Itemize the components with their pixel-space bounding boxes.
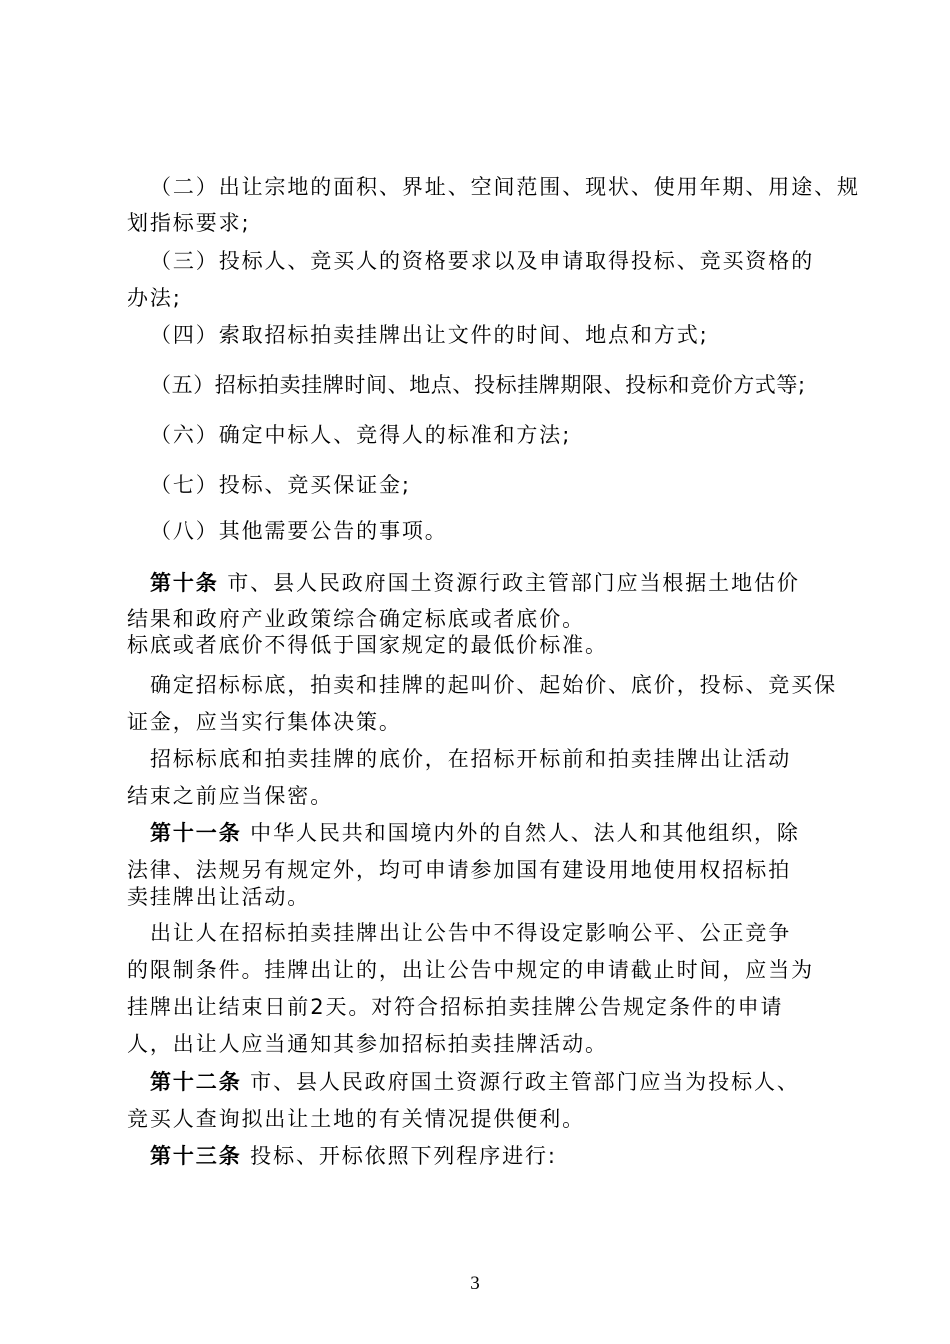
article-11-line [150,820,800,846]
text-line: （二）出让宗地的面积、界址、空间范围、现状、使用年期、用途、规 [150,175,860,199]
article-12-line [150,1069,800,1095]
text-line: （七）投标、竞买保证金; [150,473,411,497]
text-line: 出让人在招标拍卖挂牌出让公告中不得设定影响公平、公正竞争 [150,921,792,945]
text-line: 划指标要求; [127,211,251,235]
text-line: 卖挂牌出让活动。 [127,885,311,909]
article-10-line [150,570,800,596]
text-line: 招标标底和拍卖挂牌的底价，在招标开标前和拍卖挂牌出让活动 [150,747,792,771]
page-number: 3 [470,1273,480,1294]
text-line: 结束之前应当保密。 [127,784,334,808]
text-line: （四）索取招标拍卖挂牌出让文件的时间、地点和方式; [150,323,709,347]
article-13-line [150,1143,557,1169]
article-text: 投标、开标依照下列程序进行: [241,1144,557,1168]
article-heading: 第十三条 [150,1144,242,1168]
text-line: 人，出让人应当通知其参加招标拍卖挂牌活动。 [127,1032,608,1056]
article-heading: 第十二条 [150,1070,242,1094]
text-line: （六）确定中标人、竞得人的标准和方法; [150,423,572,447]
text-line: 结果和政府产业政策综合确定标底或者底价。 [127,607,585,631]
text-line: 挂牌出让结束日前2天。对符合招标拍卖挂牌公告规定条件的申请 [127,995,784,1019]
text-line: 竞买人查询拟出让土地的有关情况提供便利。 [127,1107,585,1131]
article-text: 中华人民共和国境内外的自然人、法人和其他组织，除 [241,821,800,845]
text-line: 法律、法规另有规定外，均可申请参加国有建设用地使用权招标拍 [127,858,792,882]
text-line: 办法; [127,286,182,310]
text-line: 的限制条件。挂牌出让的，出让公告中规定的申请截止时间，应当为 [127,958,814,982]
article-heading: 第十条 [150,571,219,595]
text-line: （五）招标拍卖挂牌时间、地点、投标挂牌期限、投标和竞价方式等; [150,373,806,397]
article-text: 市、县人民政府国土资源行政主管部门应当根据土地估价 [218,571,800,595]
text-line: 确定招标标底，拍卖和挂牌的起叫价、起始价、底价，投标、竞买保 [150,673,837,697]
text-line: 标底或者底价不得低于国家规定的最低价标准。 [127,633,608,657]
text-line: （八）其他需要公告的事项。 [150,519,448,543]
article-text: 市、县人民政府国土资源行政主管部门应当为投标人、 [241,1070,800,1094]
article-heading: 第十一条 [150,821,242,845]
text-line: 证金，应当实行集体决策。 [127,710,402,734]
text-line: （三）投标人、竞买人的资格要求以及申请取得投标、竞买资格的 [150,249,815,273]
